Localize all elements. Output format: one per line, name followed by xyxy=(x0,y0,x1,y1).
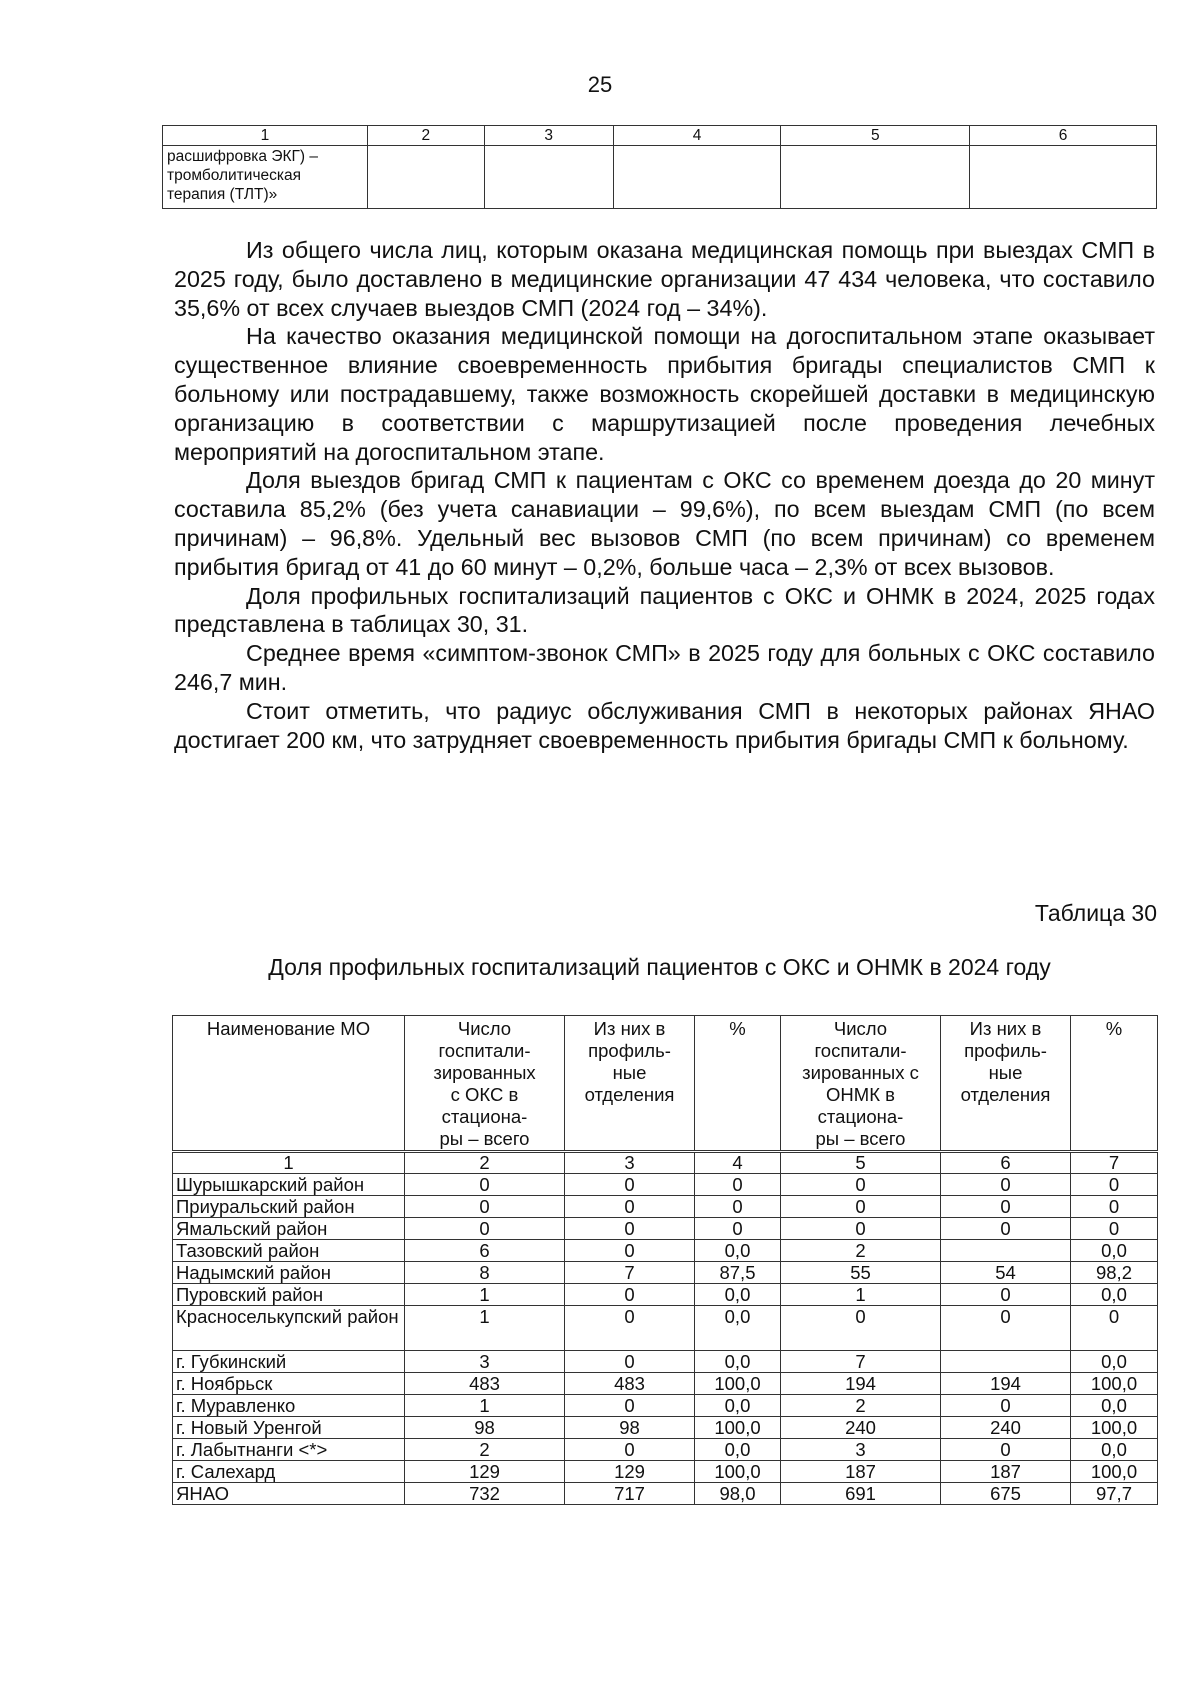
value-cell: 187 xyxy=(941,1461,1071,1483)
table-body xyxy=(173,1174,1158,1505)
value-cell: 100,0 xyxy=(1071,1417,1158,1439)
value-cell: 0 xyxy=(941,1196,1071,1218)
paragraph: На качество оказания медицинской помощи на догоспитальном этапе оказывает существенное влияние своевременность прибытия бригады специалистов СМП к больному или пострадавшему, также возможность скорейшей доставки в медицинскую организацию в соответствии с маршрутизацией после проведения лечебных мероприятий на догоспитальном этапе. xyxy=(174,323,1155,465)
value-cell: 0 xyxy=(1071,1218,1158,1240)
value-cell: 483 xyxy=(405,1373,565,1395)
value-cell: 8 xyxy=(405,1262,565,1284)
value-cell: 0 xyxy=(565,1240,695,1262)
value-cell: 2 xyxy=(781,1240,941,1262)
table-row xyxy=(173,1417,1158,1439)
table-row xyxy=(173,1306,1158,1351)
value-cell: 0,0 xyxy=(695,1306,781,1351)
column-number: 2 xyxy=(405,1152,565,1174)
table-title: Доля профильных госпитализаций пациентов с ОКС и ОНМК в 2024 году xyxy=(268,954,1051,980)
value-cell: 732 xyxy=(405,1483,565,1505)
header-line: зированных xyxy=(433,1062,536,1083)
column-number: 6 xyxy=(941,1152,1071,1174)
table-row xyxy=(173,1196,1158,1218)
value-cell: 0 xyxy=(941,1306,1071,1351)
value-cell: 0,0 xyxy=(695,1395,781,1417)
value-cell: 0 xyxy=(695,1174,781,1196)
header-line: ры – всего xyxy=(815,1128,906,1149)
mo-name-cell: г. Лабытнанги <*> xyxy=(173,1439,405,1461)
value-cell: 54 xyxy=(941,1262,1071,1284)
header-line: Из них в xyxy=(593,1018,666,1039)
value-cell: 100,0 xyxy=(1071,1373,1158,1395)
cell-line: тромболитическая xyxy=(167,167,302,184)
value-cell: 240 xyxy=(781,1417,941,1439)
mo-name-cell: Тазовский район xyxy=(173,1240,405,1262)
table-row xyxy=(173,1262,1158,1284)
table-row xyxy=(173,1218,1158,1240)
column-header xyxy=(405,1016,565,1152)
header-line: зированных с xyxy=(802,1062,919,1083)
value-cell: 0 xyxy=(781,1174,941,1196)
empty-cell xyxy=(484,146,613,209)
value-cell: 98,0 xyxy=(695,1483,781,1505)
column-number: 1 xyxy=(163,126,368,146)
mo-name-cell: ЯНАО xyxy=(173,1483,405,1505)
value-cell: 0,0 xyxy=(1071,1351,1158,1373)
header-line: ные xyxy=(612,1062,647,1083)
paragraph: Из общего числа лиц, которым оказана медицинская помощь при выездах СМП в 2025 году, было доставлено в медицинские организации 47 434 человека, что составило 35,6% от всех случаев выездов СМП (2024 год – 34%). xyxy=(174,237,1155,321)
value-cell: 1 xyxy=(405,1306,565,1351)
column-number: 3 xyxy=(565,1152,695,1174)
value-cell: 0 xyxy=(405,1174,565,1196)
value-cell: 100,0 xyxy=(695,1417,781,1439)
table-row xyxy=(173,1439,1158,1461)
value-cell: 0,0 xyxy=(695,1284,781,1306)
table-row xyxy=(173,1373,1158,1395)
value-cell: 0,0 xyxy=(1071,1439,1158,1461)
mo-name-cell: Пуровский район xyxy=(173,1284,405,1306)
mo-name-cell: г. Муравленко xyxy=(173,1395,405,1417)
cell-line: терапия (ТЛТ)» xyxy=(167,186,278,203)
cell-line: расшифровка ЭКГ) – xyxy=(167,148,319,165)
value-cell: 0 xyxy=(695,1196,781,1218)
value-cell: 0 xyxy=(565,1351,695,1373)
value-cell: 3 xyxy=(405,1351,565,1373)
header-line: % xyxy=(729,1018,746,1039)
header-line: Число xyxy=(833,1018,888,1039)
table-row xyxy=(173,1461,1158,1483)
value-cell: 2 xyxy=(781,1395,941,1417)
column-number: 6 xyxy=(970,126,1157,146)
value-cell: 97,7 xyxy=(1071,1483,1158,1505)
empty-cell xyxy=(781,146,970,209)
hospitalization-table xyxy=(172,1015,1158,1505)
table-label: Таблица 30 xyxy=(1034,900,1157,926)
value-cell: 100,0 xyxy=(695,1373,781,1395)
header-line: ры – всего xyxy=(439,1128,530,1149)
value-cell: 55 xyxy=(781,1262,941,1284)
mo-name-cell: Шурышкарский район xyxy=(173,1174,405,1196)
column-number: 5 xyxy=(781,1152,941,1174)
continued-cell xyxy=(163,146,368,209)
header-line: госпитали- xyxy=(814,1040,907,1061)
value-cell: 483 xyxy=(565,1373,695,1395)
mo-name-cell: Приуральский район xyxy=(173,1196,405,1218)
mo-name-cell: г. Губкинский xyxy=(173,1351,405,1373)
value-cell: 0,0 xyxy=(1071,1240,1158,1262)
value-cell xyxy=(941,1240,1071,1262)
value-cell: 0 xyxy=(1071,1174,1158,1196)
value-cell: 194 xyxy=(941,1373,1071,1395)
value-cell: 0 xyxy=(565,1439,695,1461)
value-cell: 0,0 xyxy=(695,1240,781,1262)
empty-cell xyxy=(970,146,1157,209)
value-cell: 0,0 xyxy=(1071,1395,1158,1417)
value-cell: 0 xyxy=(405,1196,565,1218)
value-cell: 6 xyxy=(405,1240,565,1262)
value-cell: 0 xyxy=(941,1439,1071,1461)
value-cell: 194 xyxy=(781,1373,941,1395)
value-cell: 129 xyxy=(405,1461,565,1483)
empty-cell xyxy=(613,146,781,209)
empty-cell xyxy=(367,146,484,209)
value-cell: 0 xyxy=(941,1395,1071,1417)
mo-name-cell: Ямальский район xyxy=(173,1218,405,1240)
value-cell: 717 xyxy=(565,1483,695,1505)
column-header xyxy=(565,1016,695,1152)
header-line: стациона- xyxy=(441,1106,528,1127)
value-cell: 7 xyxy=(781,1351,941,1373)
value-cell: 0 xyxy=(941,1284,1071,1306)
value-cell: 87,5 xyxy=(695,1262,781,1284)
paragraph: Среднее время «симптом-звонок СМП» в 2025 году для больных с ОКС составило 246,7 мин. xyxy=(174,640,1155,695)
column-number: 5 xyxy=(781,126,970,146)
value-cell: 2 xyxy=(405,1439,565,1461)
column-header xyxy=(1071,1016,1158,1152)
column-number: 2 xyxy=(367,126,484,146)
column-number-row xyxy=(173,1152,1158,1174)
column-number: 1 xyxy=(173,1152,405,1174)
continued-table xyxy=(162,125,1157,209)
column-header xyxy=(781,1016,941,1152)
header-line: ные xyxy=(988,1062,1023,1083)
column-number: 3 xyxy=(484,126,613,146)
header-line: ОНМК в xyxy=(826,1084,895,1105)
value-cell: 3 xyxy=(781,1439,941,1461)
header-line: Из них в xyxy=(969,1018,1042,1039)
mo-name-cell: Надымский район xyxy=(173,1262,405,1284)
table-row xyxy=(173,1240,1158,1262)
value-cell: 1 xyxy=(405,1395,565,1417)
column-header xyxy=(173,1016,405,1152)
value-cell: 100,0 xyxy=(695,1461,781,1483)
value-cell: 0 xyxy=(565,1395,695,1417)
value-cell: 0,0 xyxy=(695,1439,781,1461)
value-cell: 0 xyxy=(1071,1306,1158,1351)
value-cell: 0 xyxy=(565,1174,695,1196)
column-number: 4 xyxy=(695,1152,781,1174)
value-cell: 1 xyxy=(405,1284,565,1306)
mo-name-cell: г. Салехард xyxy=(173,1461,405,1483)
value-cell: 0 xyxy=(1071,1196,1158,1218)
header-line: с ОКС в xyxy=(450,1084,519,1105)
value-cell: 98 xyxy=(565,1417,695,1439)
value-cell: 0 xyxy=(565,1284,695,1306)
mo-name-cell: г. Новый Уренгой xyxy=(173,1417,405,1439)
value-cell: 0 xyxy=(565,1196,695,1218)
value-cell: 675 xyxy=(941,1483,1071,1505)
value-cell: 0 xyxy=(941,1218,1071,1240)
value-cell: 129 xyxy=(565,1461,695,1483)
value-cell: 98,2 xyxy=(1071,1262,1158,1284)
value-cell: 691 xyxy=(781,1483,941,1505)
column-number: 4 xyxy=(613,126,781,146)
value-cell: 1 xyxy=(781,1284,941,1306)
value-cell xyxy=(941,1351,1071,1373)
header-line: госпитали- xyxy=(438,1040,531,1061)
body-text xyxy=(174,236,1155,754)
value-cell: 0 xyxy=(781,1196,941,1218)
value-cell: 0 xyxy=(781,1218,941,1240)
paragraph: Доля профильных госпитализаций пациентов с ОКС и ОНМК в 2024, 2025 годах представлена в таблицах 30, 31. xyxy=(174,582,1155,638)
header-line: Число xyxy=(457,1018,512,1039)
header-line: отделения xyxy=(584,1084,675,1105)
page-number: 25 xyxy=(587,72,613,97)
column-number: 7 xyxy=(1071,1152,1158,1174)
value-cell: 98 xyxy=(405,1417,565,1439)
value-cell: 0 xyxy=(941,1174,1071,1196)
column-header xyxy=(695,1016,781,1152)
value-cell: 240 xyxy=(941,1417,1071,1439)
value-cell: 0 xyxy=(565,1218,695,1240)
header-line: стациона- xyxy=(817,1106,904,1127)
value-cell: 0 xyxy=(565,1306,695,1351)
value-cell: 0 xyxy=(781,1306,941,1351)
mo-name-cell: г. Ноябрьск xyxy=(173,1373,405,1395)
table-header-row xyxy=(173,1016,1158,1152)
value-cell: 0,0 xyxy=(1071,1284,1158,1306)
table-row xyxy=(173,1174,1158,1196)
paragraph: Стоит отметить, что радиус обслуживания СМП в некоторых районах ЯНАО достигает 200 км, что затрудняет своевременность прибытия бригады СМП к больному. xyxy=(174,697,1155,753)
value-cell: 0,0 xyxy=(695,1351,781,1373)
header-line: профиль- xyxy=(588,1040,671,1061)
mo-name-cell: Красноселькупский район xyxy=(173,1306,405,1351)
table-row xyxy=(173,1483,1158,1505)
header-line: Наименование МО xyxy=(206,1018,371,1039)
value-cell: 187 xyxy=(781,1461,941,1483)
table-row xyxy=(173,1395,1158,1417)
paragraph: Доля выездов бригад СМП к пациентам с ОКС со временем доезда до 20 минут составила 85,2% (без учета санавиации – 99,6%), по всем выездам СМП (по всем причинам) – 96,8%. Удельный вес вызовов СМП (по всем причинам) со временем прибытия бригад от 41 до 60 минут – 0,2%, больше часа – 2,3% от всех вызовов. xyxy=(174,467,1155,580)
value-cell: 7 xyxy=(565,1262,695,1284)
value-cell: 0 xyxy=(695,1218,781,1240)
table-row xyxy=(173,1351,1158,1373)
table-row xyxy=(173,1284,1158,1306)
value-cell: 100,0 xyxy=(1071,1461,1158,1483)
header-line: % xyxy=(1105,1018,1123,1039)
column-header xyxy=(941,1016,1071,1152)
header-line: профиль- xyxy=(964,1040,1047,1061)
value-cell: 0 xyxy=(405,1218,565,1240)
header-line: отделения xyxy=(960,1084,1051,1105)
